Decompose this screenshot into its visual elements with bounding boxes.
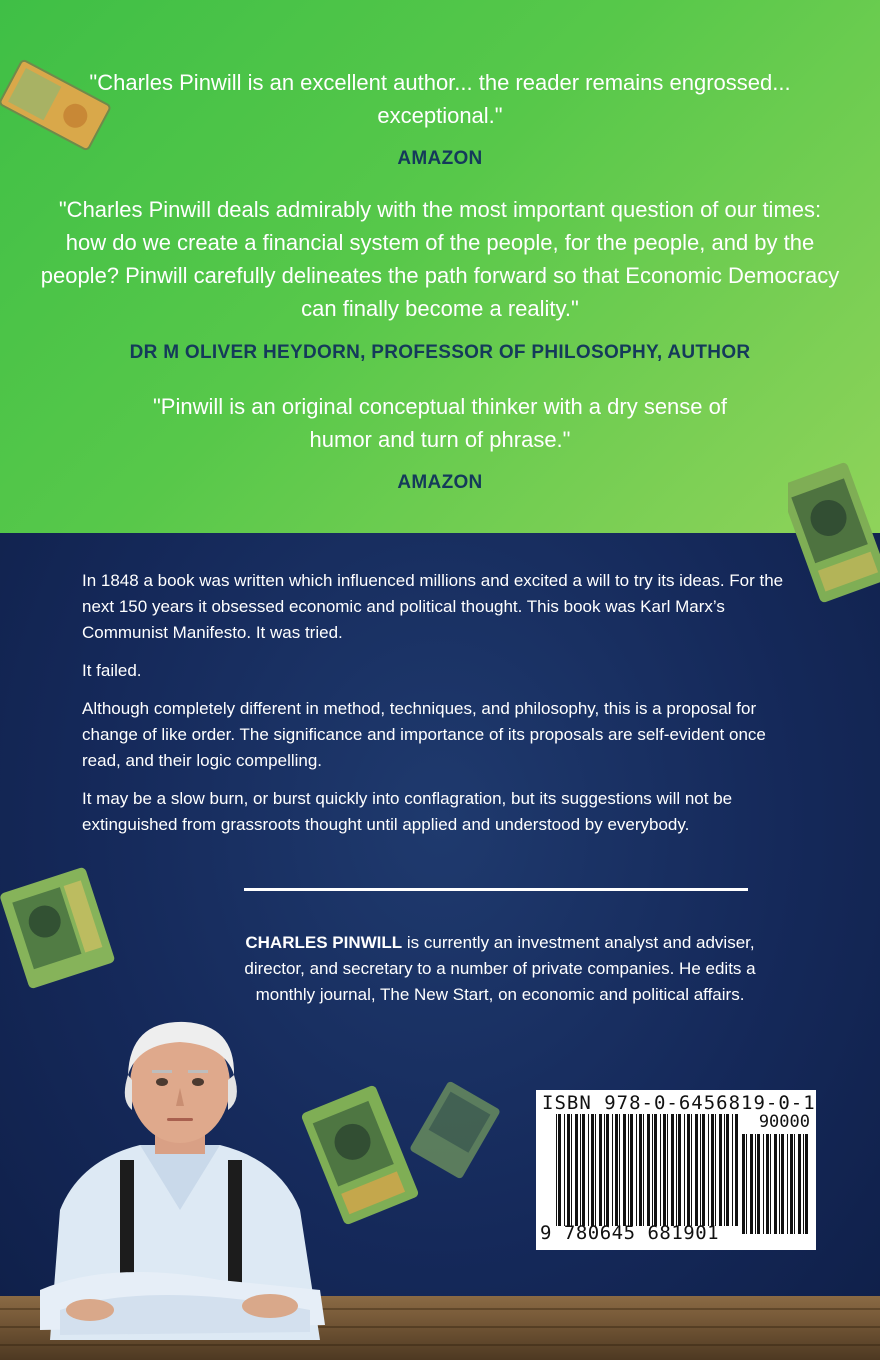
barcode-bar [726, 1114, 729, 1226]
barcode-bar [580, 1114, 581, 1226]
barcode-bar [781, 1134, 784, 1234]
barcode-bar [663, 1114, 666, 1226]
barcode-bar [556, 1114, 557, 1226]
barcode-bar [798, 1134, 801, 1234]
section-divider [244, 888, 748, 891]
review-quote-3: "Pinwill is an original conceptual thinker with a dry sense of humor and turn of phrase." [153, 394, 727, 452]
review-attribution-3: AMAZON [397, 472, 483, 493]
barcode-bar [564, 1114, 565, 1226]
banknote-illustration [788, 455, 880, 610]
barcode-bar [588, 1114, 589, 1226]
barcode-bar [619, 1114, 620, 1226]
barcode-bar [606, 1114, 609, 1226]
barcode-bar [612, 1114, 613, 1226]
review-attribution-1: AMAZON [397, 148, 483, 169]
barcode-bar [719, 1114, 722, 1226]
isbn-label: ISBN 978-0-6456819-0-1 [542, 1092, 816, 1114]
book-blurb [82, 568, 802, 850]
barcode-bar [724, 1114, 725, 1226]
review-attribution-2: DR M OLIVER HEYDORN, PROFESSOR OF PHILOSOPHY, AUTHOR [129, 342, 751, 363]
barcode-bar [639, 1114, 642, 1226]
barcode-bar [676, 1114, 677, 1226]
barcode-bar [746, 1134, 747, 1234]
barcode-bar [595, 1114, 596, 1226]
barcode-bars [556, 1114, 738, 1226]
barcode-bar [575, 1114, 578, 1226]
barcode-bar [766, 1134, 769, 1234]
barcode-bar [615, 1114, 618, 1226]
barcode-bar [660, 1114, 661, 1226]
barcode-bar [687, 1114, 690, 1226]
barcode-bar [571, 1114, 572, 1226]
barcode-bar [558, 1114, 561, 1226]
barcode-bar [628, 1114, 629, 1226]
barcode-bar [735, 1114, 738, 1226]
barcode-bar [604, 1114, 605, 1226]
barcode-bar [599, 1114, 602, 1226]
review-quote-2: "Charles Pinwill deals admirably with the most important question of our times: how do we create a financial system of the people, for the people, and by the people? Pinwill carefully delineates the path forward so that Economic Democracy can finally become a reality." [40, 197, 840, 321]
banknote-illustration [0, 50, 120, 160]
barcode-bar [708, 1114, 709, 1226]
barcode-bar [763, 1134, 764, 1234]
barcode-bar [711, 1114, 714, 1226]
barcode-bar [647, 1114, 650, 1226]
price-code: 90000 [758, 1112, 810, 1132]
barcode-bar [691, 1114, 692, 1226]
barcode-bar [787, 1134, 788, 1234]
barcode-bar [678, 1114, 681, 1226]
barcode-bar [684, 1114, 685, 1226]
barcode-bar [757, 1134, 760, 1234]
barcode-bar [742, 1134, 745, 1234]
barcode-bar [755, 1134, 756, 1234]
barcode-bar [700, 1114, 701, 1226]
barcode-bar [774, 1134, 777, 1234]
barcode-bar [750, 1134, 753, 1234]
barcode-bar [779, 1134, 780, 1234]
barcode-bar [667, 1114, 668, 1226]
review-quote-1: "Charles Pinwill is an excellent author... the reader remains engrossed... exceptional." [89, 70, 791, 128]
barcode-bar [630, 1114, 633, 1226]
barcode-bar [567, 1114, 570, 1226]
barcode-bar [623, 1114, 626, 1226]
banknote-illustration [0, 860, 115, 995]
blurb-paragraph-1: In 1848 a book was written which influenced millions and excited a will to try its ideas. For the next 150 years it obsessed economic and political thought. This book was Karl Marx’s Communist Manifesto. It was tried. [82, 571, 784, 642]
barcode-bar [654, 1114, 657, 1226]
barcode-bar [805, 1134, 808, 1234]
banknote-illustration [410, 1075, 500, 1185]
barcode-bar [652, 1114, 653, 1226]
blurb-paragraph-4: It may be a slow burn, or burst quickly into conflagration, but its suggestions will not be extinguished from grassroots thought until applied and understood by everybody. [82, 789, 733, 834]
barcode-bar [803, 1134, 804, 1234]
barcode-bar [636, 1114, 637, 1226]
barcode-bar [702, 1114, 705, 1226]
author-name: CHARLES PINWILL [245, 933, 403, 952]
blurb-paragraph-3: Although completely different in method, techniques, and philosophy, this is a proposal for change of like order. The significance and importance of its proposals are self-evident once read, and their logic compelling. [82, 699, 766, 770]
isbn-barcode [536, 1090, 816, 1250]
barcode-bar [715, 1114, 716, 1226]
author-bio [230, 930, 770, 1008]
barcode-digits: 9 780645 681901 [540, 1222, 720, 1244]
barcode-bar [671, 1114, 674, 1226]
barcode-bar [794, 1134, 795, 1234]
barcode-bar [582, 1114, 585, 1226]
author-bio-text: is currently an investment analyst and adviser, director, and secretary to a number of private companies. He edits a monthly journal, The New Start, on economic and political affairs. [244, 933, 756, 1004]
barcode-bar [591, 1114, 594, 1226]
barcode-bar [790, 1134, 793, 1234]
blurb-paragraph-2: It failed. [82, 661, 142, 680]
barcode-bar [732, 1114, 733, 1226]
barcode-bar [695, 1114, 698, 1226]
author-photo [20, 1010, 340, 1340]
barcode-bar [770, 1134, 771, 1234]
barcode-bar [643, 1114, 644, 1226]
barcode-addon-bars [742, 1134, 810, 1234]
